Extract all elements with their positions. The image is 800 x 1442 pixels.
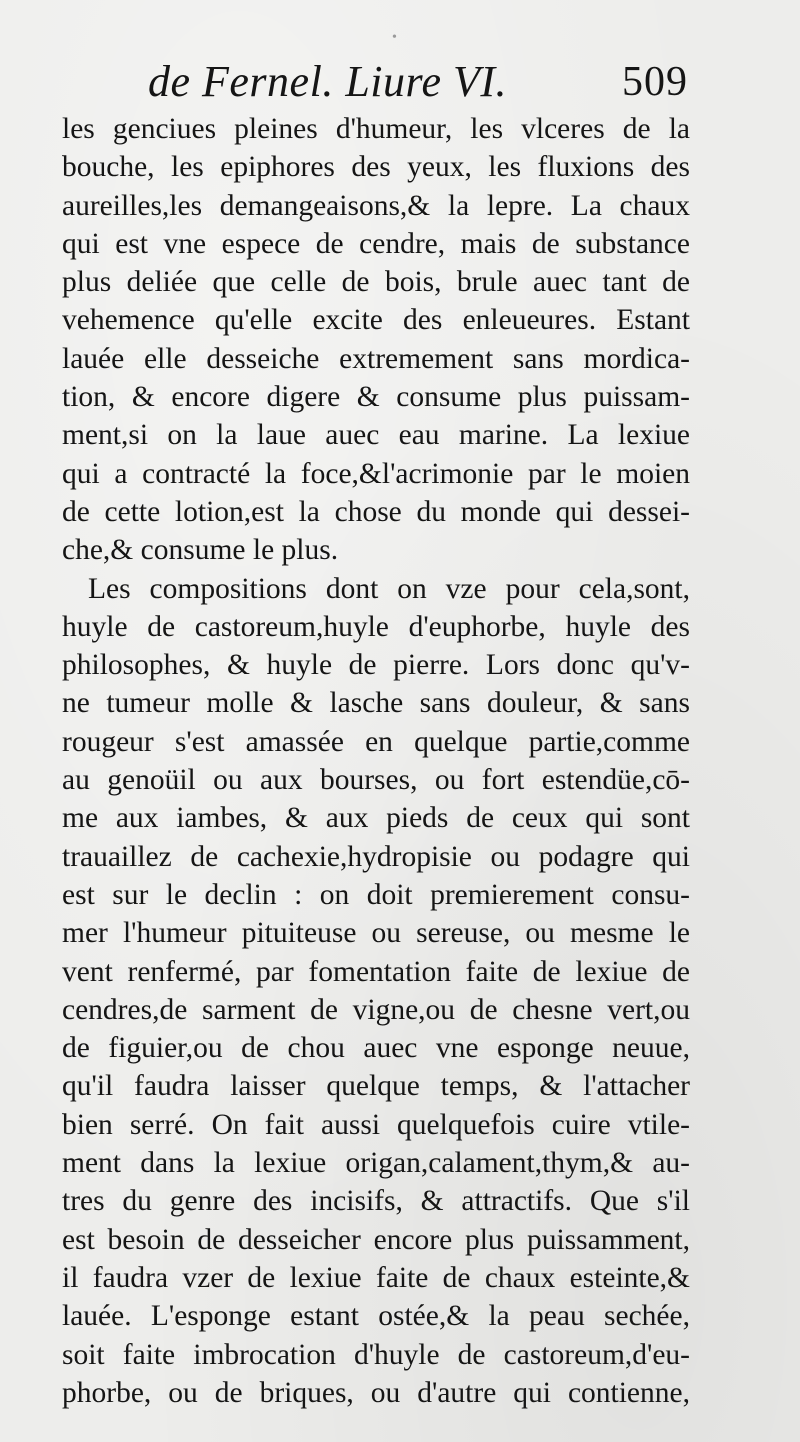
text-line: qui est vne espece de cendre, mais de substance: [62, 227, 690, 260]
text-line: soit faite imbrocation d'huyle de castoreum,d'eu-: [62, 1338, 690, 1371]
text-line: philosophes, & huyle de pierre. Lors donc qu'v-: [62, 649, 690, 682]
page-number: 509: [622, 59, 688, 105]
text-line: me aux iambes, & aux pieds de ceux qui sont: [62, 802, 690, 835]
text-line: vent renfermé, par fomentation faite de lexiue de: [62, 955, 690, 988]
text-line: qu'il faudra laisser quelque temps, & l'attacher: [62, 1070, 690, 1103]
text-line: phorbe, ou de briques, ou d'autre qui contienne,: [62, 1376, 690, 1409]
text-line: ment dans la lexiue origan,calament,thym,& au-: [62, 1147, 690, 1180]
text-line: les genciues pleines d'humeur, les vlceres de la: [62, 113, 690, 145]
text-line: il faudra vzer de lexiue faite de chaux esteinte,&: [62, 1261, 690, 1294]
text-line: bouche, les epiphores des yeux, les fluxions des: [62, 151, 690, 184]
text-line: tres du genre des incisifs, & attractifs. Que s'il: [62, 1185, 690, 1218]
text-line: ment,si on la laue auec eau marine. La lexiue: [62, 419, 690, 452]
body-text: [62, 110, 690, 1412]
text-line: lauée. L'esponge estant ostée,& la peau sechée,: [62, 1300, 690, 1333]
text-line: trauaillez de cachexie,hydropisie ou podagre qui: [62, 840, 690, 873]
text-line: est besoin de desseicher encore plus puissamment,: [62, 1223, 690, 1256]
text-line: vehemence qu'elle excite des enleueures. Estant: [62, 304, 690, 337]
page-header: [148, 52, 688, 112]
text-line: rougeur s'est amassée en quelque partie,comme: [62, 725, 690, 758]
text-line: de cette lotion,est la chose du monde qui dessei-: [62, 495, 690, 528]
ink-speck: •: [392, 30, 397, 45]
text-line: tion, & encore digere & consume plus puissam-: [62, 381, 690, 414]
text-line: ne tumeur molle & lasche sans douleur, & sans: [62, 687, 690, 720]
text-line: lauée elle desseiche extremement sans mordica-: [62, 342, 690, 375]
text-line: aureilles,les demangeaisons,& la lepre. La chaux: [62, 189, 690, 222]
paragraph-first-line: Les compositions dont on vze pour cela,sont,: [88, 572, 690, 605]
text-line: mer l'humeur pituiteuse ou sereuse, ou mesme le: [62, 917, 690, 950]
text-line: plus deliée que celle de bois, brule auec tant de: [62, 266, 690, 299]
text-line: bien serré. On fait aussi quelquefois cuire vtile-: [62, 1108, 690, 1141]
text-line: che,& consume le plus.: [62, 534, 339, 567]
text-line: est sur le declin : on doit premierement consu-: [62, 878, 690, 911]
text-line: qui a contracté la foce,&l'acrimonie par le moien: [62, 457, 690, 490]
text-line: huyle de castoreum,huyle d'euphorbe, huyle des: [62, 610, 690, 643]
text-line: cendres,de sarment de vigne,ou de chesne vert,ou: [62, 993, 690, 1026]
running-head: de Fernel. Liure VI.: [148, 57, 508, 106]
text-line: au genoüil ou aux bourses, ou fort estendüe,cō-: [62, 764, 690, 797]
text-line: de figuier,ou de chou auec vne esponge neuue,: [62, 1032, 690, 1065]
